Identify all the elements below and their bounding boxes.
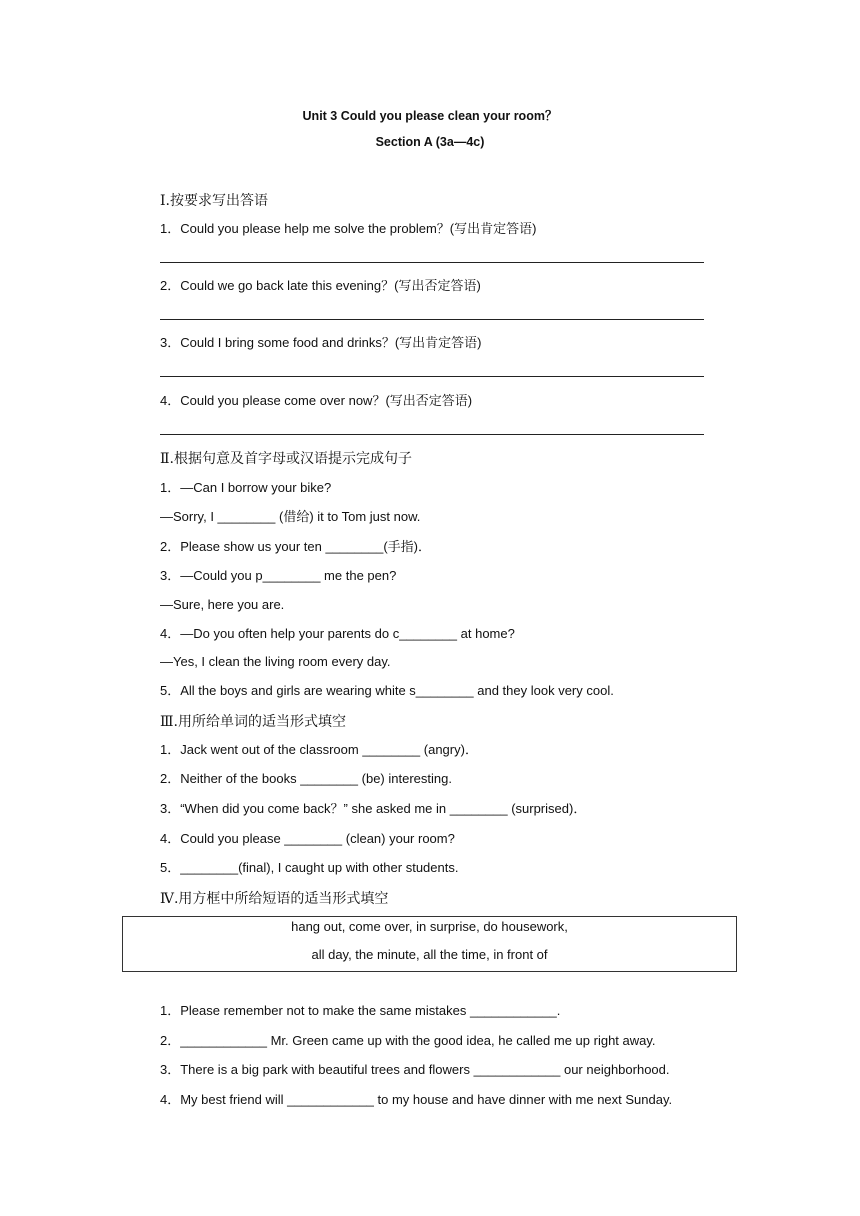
question-3-1: 1．Jack went out of the classroom ________ (angry)． xyxy=(160,742,478,757)
answer-line-1[interactable] xyxy=(160,262,704,263)
question-3-4: 4．Could you please ________ (clean) your room? xyxy=(160,831,455,846)
question-3-5: 5．________(final), I caught up with other students. xyxy=(160,860,459,875)
question-2-4: 4．—Do you often help your parents do c________ at home? xyxy=(160,626,515,641)
question-2-1-reply: —Sorry, I ________ (借给) it to Tom just now. xyxy=(160,509,421,524)
question-3-2: 2．Neither of the books ________ (be) interesting. xyxy=(160,771,452,786)
section-1-heading: Ⅰ.按要求写出答语 xyxy=(160,193,268,209)
phrase-box-row-1: hang out, come over, in surprise, do housework, xyxy=(291,919,568,934)
question-1-3: 3．Could I bring some food and drinks？(写出肯定答语) xyxy=(160,335,482,350)
question-2-2: 2．Please show us your ten ________(手指)． xyxy=(160,539,431,554)
question-1-4: 4．Could you please come over now？(写出否定答语) xyxy=(160,393,473,408)
question-4-4: 4．My best friend will ____________ to my house and have dinner with me next Sunday. xyxy=(160,1092,673,1107)
answer-line-2[interactable] xyxy=(160,319,704,320)
section-3-heading: Ⅲ.用所给单词的适当形式填空 xyxy=(160,714,346,730)
question-1-1: 1．Could you please help me solve the problem？(写出肯定答语) xyxy=(160,221,537,236)
section-2-heading: Ⅱ.根据句意及首字母或汉语提示完成句子 xyxy=(160,451,412,467)
answer-line-3[interactable] xyxy=(160,376,704,377)
question-4-1: 1．Please remember not to make the same mistakes ____________. xyxy=(160,1003,561,1018)
question-3-3: 3．“When did you come back？” she asked me in ________ (surprised)． xyxy=(160,801,587,816)
question-2-5: 5．All the boys and girls are wearing white s________ and they look very cool. xyxy=(160,683,614,698)
answer-line-4[interactable] xyxy=(160,434,704,435)
section-4-heading: Ⅳ.用方框中所给短语的适当形式填空 xyxy=(160,891,389,907)
question-2-3: 3．—Could you p________ me the pen? xyxy=(160,568,397,583)
phrase-box-row-2: all day, the minute, all the time, in front of xyxy=(311,947,548,962)
page-title: Unit 3 Could you please clean your room？ xyxy=(302,109,558,123)
question-1-2: 2．Could we go back late this evening？(写出否定答语) xyxy=(160,278,481,293)
question-4-3: 3．There is a big park with beautiful trees and flowers ____________ our neighborhood. xyxy=(160,1062,670,1077)
question-4-2: 2．____________ Mr. Green came up with the good idea, he called me up right away. xyxy=(160,1033,656,1048)
question-2-4-reply: —Yes, I clean the living room every day. xyxy=(160,654,391,669)
question-2-1: 1．—Can I borrow your bike? xyxy=(160,480,332,495)
page-subtitle: Section A (3a—4c) xyxy=(375,135,485,149)
question-2-3-reply: —Sure, here you are. xyxy=(160,597,285,612)
phrase-box xyxy=(122,916,737,972)
